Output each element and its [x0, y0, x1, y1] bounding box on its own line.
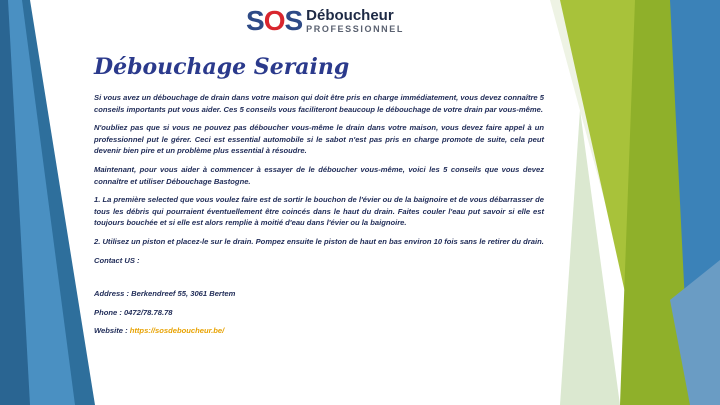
- logo-sub-text: PROFESSIONNEL: [306, 24, 404, 34]
- paragraph-tip-2: 2. Utilisez un piston et placez-le sur le drain. Pompez ensuite le piston de haut en bas environ 10 fois sans le retirer du drain.: [94, 236, 544, 246]
- logo-letter-s: S: [246, 5, 264, 36]
- contact-phone: Phone : 0472/78.78.78: [94, 307, 173, 317]
- logo-sos-mark: [246, 6, 302, 36]
- content: [94, 52, 544, 344]
- paragraph-professional: N'oubliez pas que si vous ne pouvez pas déboucher vous-même le drain dans votre maison, vous devez faire appel à un professionnel put le gérer. Ceci est essential automobile si le sabot n'est pas pris en charge promote de suite, cela peut devenir bien pire et un problème plus essential à résoudre.: [94, 123, 544, 156]
- contact-heading: Contact US :: [94, 255, 140, 265]
- page-title: Débouchage Seraing: [94, 54, 350, 80]
- logo-letter-o: O: [263, 5, 285, 36]
- contact-address: Address : Berkendreef 55, 3061 Bertem: [94, 289, 236, 299]
- website-link[interactable]: https://sosdeboucheur.be/: [129, 326, 225, 336]
- website-label: Website :: [94, 326, 130, 336]
- contact-website: [94, 325, 544, 337]
- logo-letter-s-2: S: [284, 5, 303, 36]
- logo-text: [306, 8, 404, 34]
- right-decoration: [540, 0, 720, 405]
- paragraph-tip-1: 1. La première selected que vous voulez faire est de sortir le bouchon de l'évier ou de la baignoire et de vous débarrasser de tous les débris qui pourraient éventuellement être coincés dans le haut du drain. Faites couler l'eau put savoir si elle est toujours bouchée et si elle est alors remplie à moitié d'eau dans l'évier ou la baignoire.: [94, 195, 544, 228]
- paragraph-intro: Si vous avez un débouchage de drain dans votre maison qui doit être pris en charge immédiatement, vous devez connaître 5 conseils importants put vous aider. Ces 5 conseils vous faciliteront beaucoup le débouchage de votre drain par vous-même.: [94, 93, 544, 114]
- left-decoration: [0, 0, 95, 405]
- logo: [246, 6, 404, 36]
- paragraph-tips-intro: Maintenant, pour vous aider à commencer à essayer de le déboucher vous-même, voici les 5 conseils que vous devez connaître et utiliser Débouchage Bastogne.: [94, 164, 544, 186]
- logo-main-text: Déboucheur: [306, 7, 394, 24]
